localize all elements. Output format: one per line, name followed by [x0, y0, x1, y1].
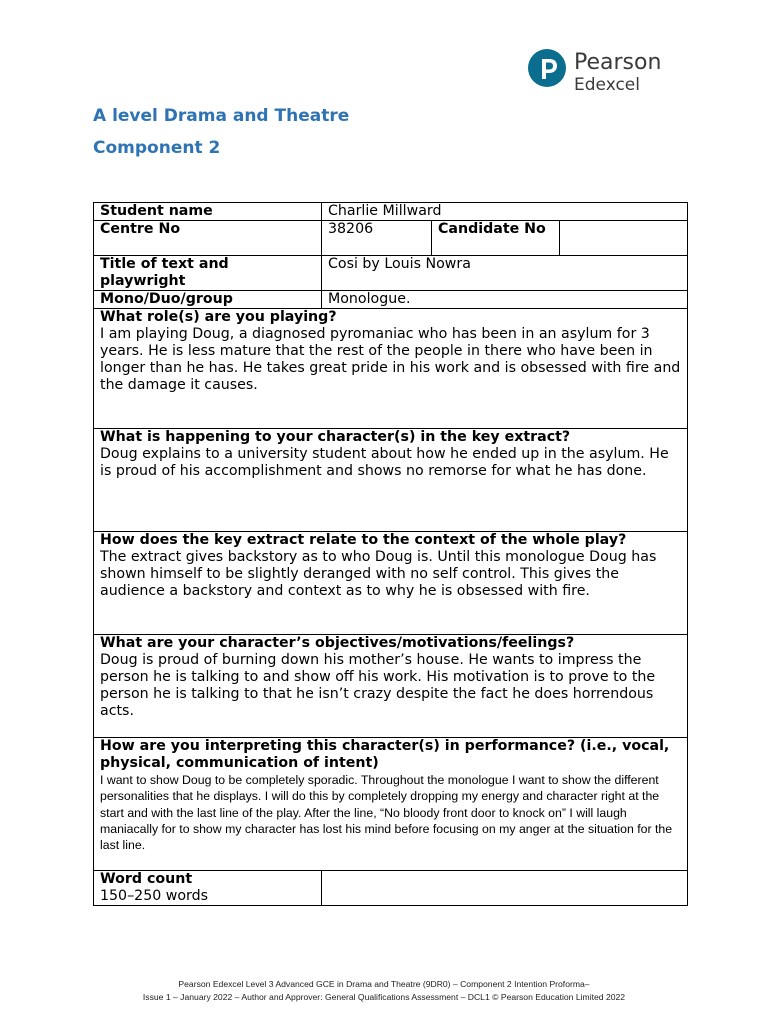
section-answer: I want to show Doug to be completely sporadic. Throughout the monologue I want to show the different personalities that he displays. I will do this by completely dropping my energy and character right at the start and with the last line of the play. After the line, “No bloody front door to knock on” I will laugh maniacally for to show my character has lost his mind before focusing on my anger at the situation for the last line. [100, 773, 673, 853]
student-name-label: Student name [94, 203, 322, 221]
footer-line-1: Pearson Edexcel Level 3 Advanced GCE in Drama and Theatre (9DR0) – Component 2 Intention Proforma– [178, 979, 590, 989]
title-field[interactable]: Cosi by Louis Nowra [322, 256, 688, 291]
section-row [94, 429, 688, 532]
section-answer: I am playing Doug, a diagnosed pyromaniac who has been in an asylum for 3 years. He is less mature that the rest of the people in there who have been in longer than he has. He takes great pride in his work and is obsessed with fire and the damage it causes. [100, 326, 681, 393]
word-count-range: 150–250 words [100, 888, 209, 904]
section-question: What is happening to your character(s) in the key extract? [100, 429, 571, 445]
section-answer: Doug is proud of burning down his mother’s house. He wants to impress the person he is talking to and show off his work. His motivation is to prove to the person he is talking to that he isn’t crazy despite the fact he does horrendous acts. [100, 652, 656, 719]
section-question: How does the key extract relate to the context of the whole play? [100, 532, 627, 548]
mono-field[interactable]: Monologue. [322, 291, 688, 309]
section-answer: Doug explains to a university student about how he ended up in the asylum. He is proud of his accomplishment and shows no remorse for what he has done. [100, 446, 669, 479]
candidate-no-label: Candidate No [432, 221, 560, 256]
section-row [94, 738, 688, 871]
interpretation-section[interactable] [94, 738, 688, 871]
component-title: Component 2 [93, 138, 221, 158]
mono-row [94, 291, 688, 309]
brand-name: Pearson [574, 50, 662, 75]
title-label: Title of text and playwright [94, 256, 322, 291]
pearson-edexcel-logo [528, 47, 678, 97]
mono-label: Mono/Duo/group [94, 291, 322, 309]
pearson-p-logo-icon [528, 49, 566, 87]
word-count-field[interactable] [322, 871, 688, 906]
context-section[interactable] [94, 532, 688, 635]
word-count-label-cell [94, 871, 322, 906]
word-count-label: Word count [100, 871, 193, 887]
section-question: What are your character’s objectives/motivations/feelings? [100, 635, 575, 651]
student-name-row [94, 203, 688, 221]
section-answer: The extract gives backstory as to who Doug is. Until this monologue Doug has shown himself to be slightly deranged with no self control. This gives the audience a backstory and context as to why he is obsessed with fire. [100, 549, 657, 599]
section-question: How are you interpreting this character(s) in performance? (i.e., vocal, physical, communication of intent) [100, 738, 670, 771]
role-section[interactable] [94, 309, 688, 429]
student-name-field[interactable]: Charlie Millward [322, 203, 688, 221]
intention-proforma-table [93, 202, 688, 906]
centre-no-label: Centre No [94, 221, 322, 256]
footer-line-2: Issue 1 – January 2022 – Author and Approver: General Qualifications Assessment – DCL1 © Pearson Education Limited 2022 [142, 992, 626, 1002]
section-question: What role(s) are you playing? [100, 309, 337, 325]
word-count-row [94, 871, 688, 906]
section-row [94, 635, 688, 738]
objectives-section[interactable] [94, 635, 688, 738]
centre-no-field[interactable]: 38206 [322, 221, 432, 256]
candidate-no-field[interactable] [560, 221, 688, 256]
key-extract-section[interactable] [94, 429, 688, 532]
section-row [94, 309, 688, 429]
document-title: A level Drama and Theatre [93, 106, 350, 126]
centre-no-row [94, 221, 688, 256]
section-row [94, 532, 688, 635]
title-row [94, 256, 688, 291]
brand-sub: Edexcel [574, 75, 640, 95]
